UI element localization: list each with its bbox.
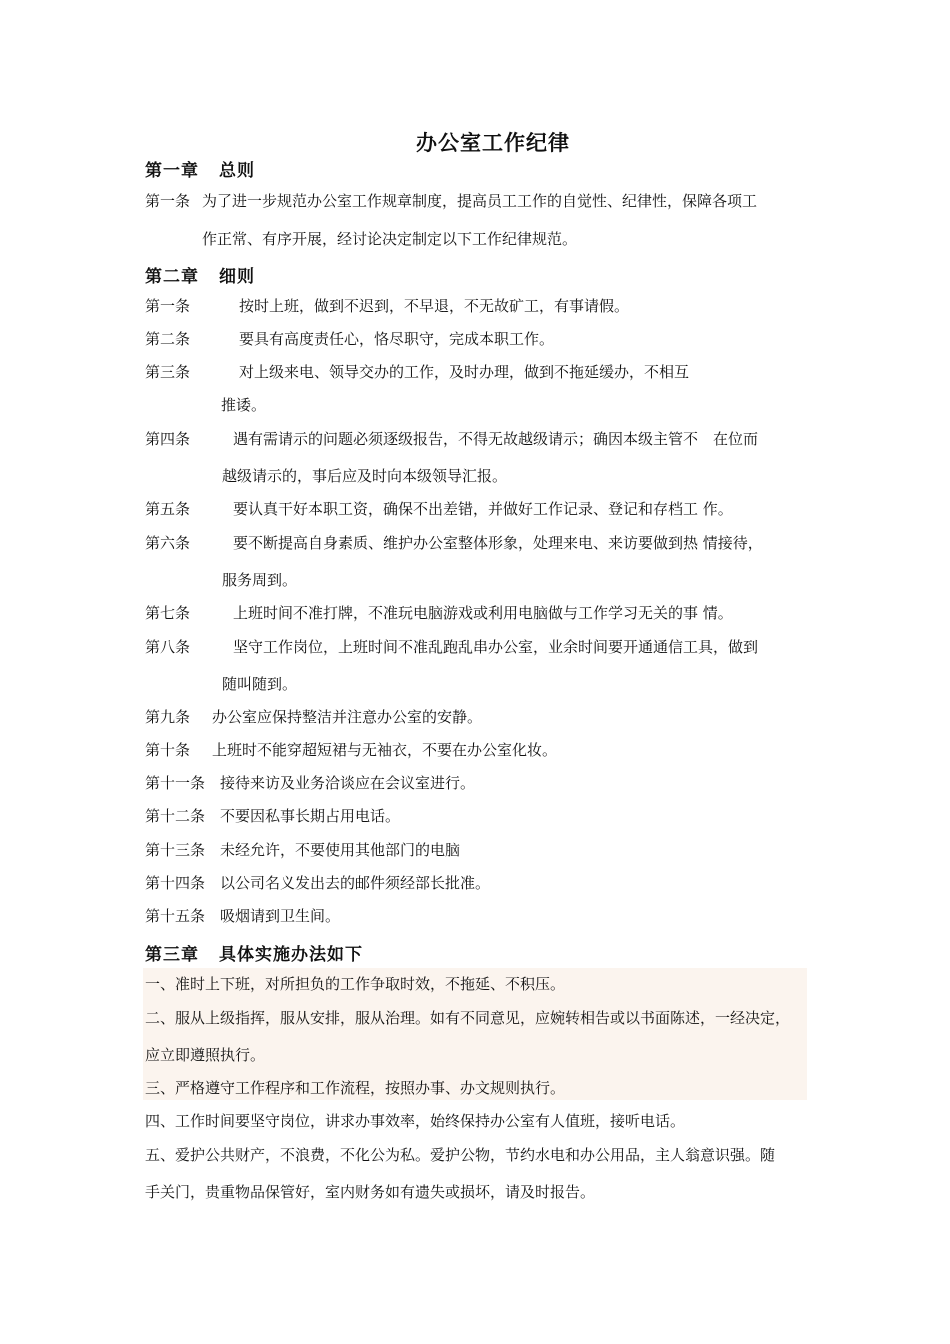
document-title: 办公室工作纪律	[416, 131, 570, 155]
article-label: 第二条	[145, 330, 191, 348]
chapter-1-heading	[145, 156, 255, 181]
article-text: 以公司名义发出去的邮件须经部长批准。	[220, 874, 491, 892]
chapter-name: 总则	[219, 161, 255, 181]
article-label: 第六条	[145, 534, 191, 552]
article-text: 不要因私事长期占用电话。	[220, 807, 401, 825]
article-text: 上班时间不准打牌，不准玩电脑游戏或利用电脑做与工作学习无关的事 情。	[233, 604, 733, 622]
article-text: 要认真干好本职工资，确保不出差错，并做好工作记录、登记和存档工 作。	[233, 500, 733, 518]
article-label: 第十一条	[145, 774, 206, 792]
article-label: 第十条	[145, 741, 191, 759]
rule-item-continuation: 手关门，贵重物品保管好，室内财务如有遗失或损坏，请及时报告。	[145, 1183, 596, 1201]
article-label: 第一条	[145, 192, 191, 210]
article-label: 第十二条	[145, 807, 206, 825]
rule-item: 一、准时上下班，对所担负的工作争取时效，不拖延、不积压。	[145, 975, 566, 993]
article-line	[145, 707, 482, 727]
article-continuation: 服务周到。	[222, 571, 298, 589]
article-text: 坚守工作岗位，上班时间不准乱跑乱串办公室，业余时间要开通通信工具，做到	[233, 638, 759, 656]
chapter-number: 第二章	[145, 267, 199, 287]
article-label: 第十四条	[145, 874, 206, 892]
article-line	[145, 740, 557, 760]
article-label: 第一条	[145, 297, 191, 315]
article-line	[145, 499, 733, 519]
chapter-number: 第一章	[145, 161, 199, 181]
article-line	[145, 533, 763, 553]
article-line	[145, 191, 757, 211]
article-text: 吸烟请到卫生间。	[220, 907, 341, 925]
article-continuation: 推诿。	[221, 396, 267, 414]
article-line	[145, 806, 400, 826]
article-line	[145, 873, 490, 893]
chapter-name: 具体实施办法如下	[219, 945, 363, 965]
article-text: 要不断提高自身素质、维护办公室整体形象，处理来电、来访要做到热 情接待，	[233, 534, 763, 552]
chapter-name: 细则	[219, 267, 255, 287]
article-text: 办公室应保持整洁并注意办公室的安静。	[212, 708, 483, 726]
article-label: 第十三条	[145, 841, 206, 859]
article-label: 第五条	[145, 500, 191, 518]
article-text: 要具有高度责任心，恪尽职守，完成本职工作。	[239, 330, 555, 348]
article-text: 未经允许，不要使用其他部门的电脑	[220, 841, 461, 859]
article-text: 按时上班，做到不迟到，不早退，不无故矿工，有事请假。	[239, 297, 630, 315]
article-label: 第九条	[145, 708, 191, 726]
chapter-2-heading	[145, 262, 255, 287]
article-line	[145, 637, 758, 657]
article-line	[145, 603, 733, 623]
article-line	[145, 773, 475, 793]
article-line	[145, 362, 689, 382]
article-line	[145, 329, 554, 349]
rule-item: 三、严格遵守工作程序和工作流程，按照办事、办文规则执行。	[145, 1079, 566, 1097]
article-label: 第四条	[145, 430, 191, 448]
article-label: 第八条	[145, 638, 191, 656]
article-text: 为了进一步规范办公室工作规章制度，提高员工工作的自觉性、纪律性，保障各项工	[202, 192, 758, 210]
article-text: 接待来访及业务洽谈应在会议室进行。	[220, 774, 476, 792]
article-text: 上班时不能穿超短裙与无袖衣，不要在办公室化妆。	[212, 741, 558, 759]
rule-item: 二、服从上级指挥，服从安排，服从治理。如有不同意见，应婉转相告或以书面陈述，一经决定，	[145, 1009, 791, 1027]
article-label: 第七条	[145, 604, 191, 622]
article-text: 遇有需请示的问题必须逐级报告，不得无故越级请示；确因本级主管不 在位而	[233, 430, 759, 448]
article-line	[145, 906, 340, 926]
article-line	[145, 840, 460, 860]
article-text: 对上级来电、领导交办的工作，及时办理，做到不拖延缓办，不相互	[239, 363, 690, 381]
article-label: 第三条	[145, 363, 191, 381]
article-label: 第十五条	[145, 907, 206, 925]
article-line	[145, 429, 758, 449]
article-line	[145, 296, 629, 316]
article-continuation: 越级请示的，事后应及时向本级领导汇报。	[222, 467, 508, 485]
article-continuation: 随叫随到。	[222, 675, 298, 693]
article-continuation: 作正常、有序开展，经讨论决定制定以下工作纪律规范。	[202, 230, 578, 248]
rule-item: 五、爱护公共财产，不浪费，不化公为私。爱护公物，节约水电和办公用品，主人翁意识强。随	[145, 1146, 776, 1164]
rule-item: 四、工作时间要坚守岗位，讲求办事效率，始终保持办公室有人值班，接听电话。	[145, 1112, 686, 1130]
chapter-number: 第三章	[145, 945, 199, 965]
chapter-3-heading	[145, 940, 363, 965]
rule-item-continuation: 应立即遵照执行。	[145, 1046, 266, 1064]
